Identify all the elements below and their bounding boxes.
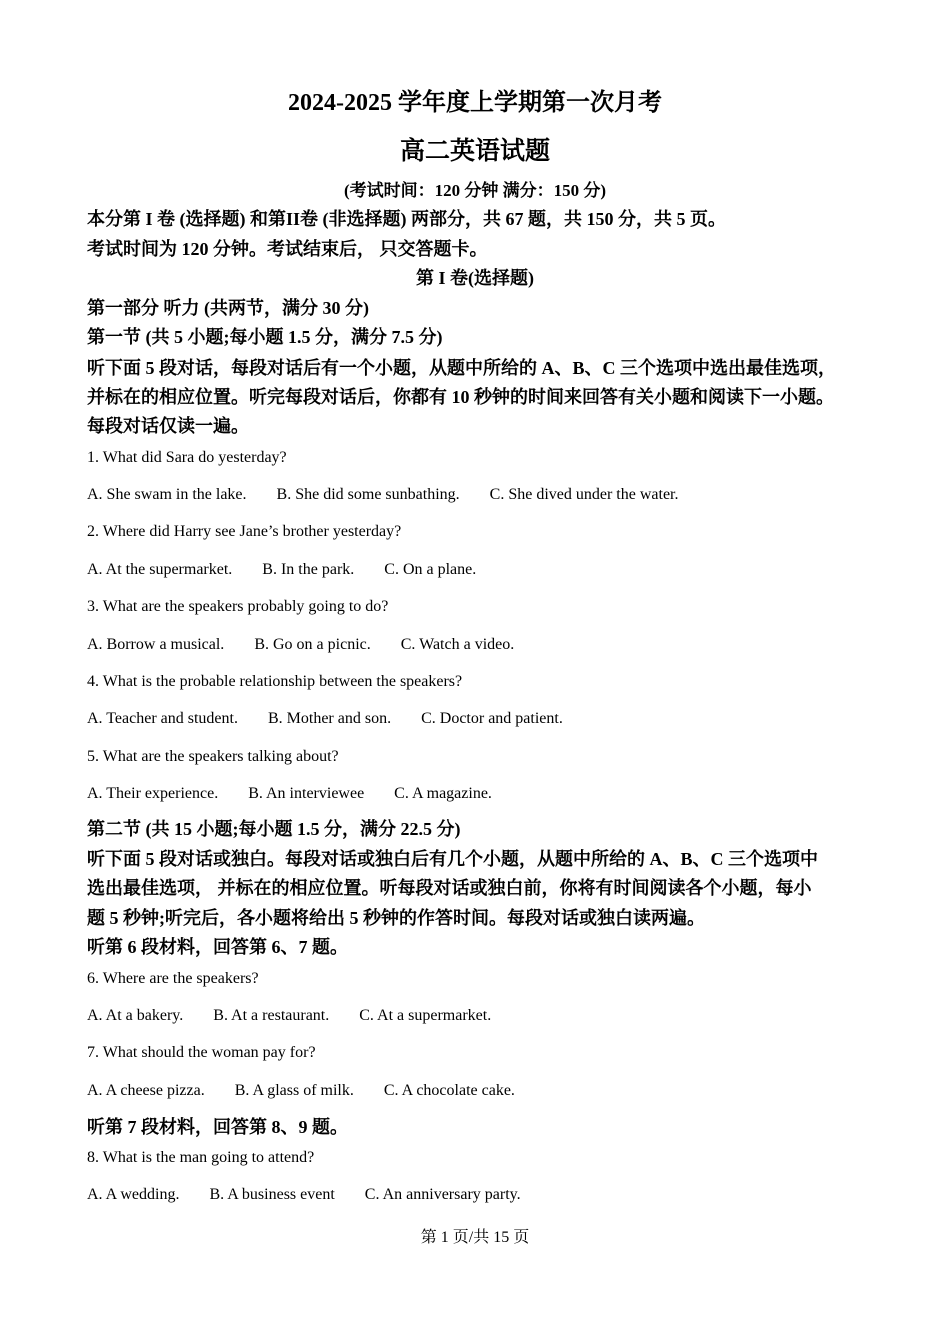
question-6-options: [87, 1007, 517, 1025]
group-6-heading: 听第 6 段材料，回答第 6、7 题。: [87, 937, 348, 957]
option-b: B. Mother and son.: [267, 710, 392, 727]
option-c: C. An anniversary party.: [364, 1186, 521, 1203]
question-2-options: [87, 561, 502, 579]
section2-instruction-3: 题 5 秒钟;听完后，各小题将给出 5 秒钟的作答时间。每段对话或独白读两遍。: [87, 908, 705, 928]
option-c: C. A chocolate cake.: [383, 1082, 515, 1099]
option-a: A. Teacher and student.: [87, 710, 238, 727]
exam-info: (考试时间：120 分钟 满分：150 分): [343, 181, 607, 200]
question-8: 8. What is the man going to attend?: [87, 1149, 315, 1166]
option-c: C. Watch a video.: [400, 636, 515, 653]
option-a: A. Their experience.: [87, 785, 219, 802]
exam-title: 2024-2025 学年度上学期第一次月考: [288, 90, 662, 116]
option-a: A. A cheese pizza.: [87, 1082, 205, 1099]
option-c: C. Doctor and patient.: [421, 710, 563, 727]
question-5-options: [87, 785, 518, 803]
option-b: B. An interviewee: [248, 785, 365, 802]
group-7-heading: 听第 7 段材料，回答第 8、9 题。: [87, 1117, 348, 1137]
section1-instruction-3: 每段对话仅读一遍。: [87, 416, 249, 436]
question-1: 1. What did Sara do yesterday?: [87, 449, 287, 466]
section1-title: 第一节 (共 5 小题;每小题 1.5 分，满分 7.5 分): [87, 327, 443, 347]
option-c: C. On a plane.: [384, 561, 477, 578]
option-a: A. At the supermarket.: [87, 561, 233, 578]
section2-instruction-2: 选出最佳选项， 并标在的相应位置。听每段对话或独白前，你将有时间阅读各个小题，每小: [87, 878, 812, 898]
volume-title: 第 I 卷(选择题): [416, 268, 534, 288]
exam-subtitle: 高二英语试题: [399, 138, 550, 165]
question-7-options: [87, 1082, 541, 1100]
page-footer: 第 1 页/共 15 页: [420, 1229, 530, 1246]
option-b: B. Go on a picnic.: [254, 636, 371, 653]
option-a: A. At a bakery.: [87, 1007, 184, 1024]
option-a: A. She swam in the lake.: [87, 486, 247, 503]
part1-title: 第一部分 听力 (共两节，满分 30 分): [87, 298, 369, 318]
question-4: 4. What is the probable relationship between the speakers?: [87, 673, 463, 690]
section1-instruction-2: 并标在的相应位置。听完每段对话后，你都有 10 秒钟的时间来回答有关小题和阅读下一小题。: [87, 387, 834, 407]
option-b: B. She did some sunbathing.: [276, 486, 460, 503]
question-8-options: [87, 1186, 547, 1204]
section1-instruction-1: 听下面 5 段对话，每段对话后有一个小题，从题中所给的 A、B、C 三个选项中选出最佳选项，: [87, 358, 836, 378]
option-c: C. She dived under the water.: [489, 486, 679, 503]
section2-title: 第二节 (共 15 小题;每小题 1.5 分，满分 22.5 分): [87, 819, 461, 839]
section2-instruction-1: 听下面 5 段对话或独白。每段对话或独白后有几个小题，从题中所给的 A、B、C 三个选项中: [87, 849, 818, 869]
question-1-options: [87, 486, 704, 504]
option-b: B. At a restaurant.: [213, 1007, 330, 1024]
option-c: C. At a supermarket.: [359, 1007, 492, 1024]
question-7: 7. What should the woman pay for?: [87, 1044, 316, 1061]
option-c: C. A magazine.: [394, 785, 492, 802]
option-a: A. Borrow a musical.: [87, 636, 225, 653]
intro-line-1: 本分第 I 卷 (选择题) 和第II卷 (非选择题) 两部分，共 67 题，共 150 分，共 5 页。: [87, 209, 726, 229]
question-2: 2. Where did Harry see Jane’s brother yesterday?: [87, 523, 402, 540]
question-3-options: [87, 636, 540, 654]
option-a: A. A wedding.: [87, 1186, 180, 1203]
question-5: 5. What are the speakers talking about?: [87, 748, 339, 765]
option-b: B. A glass of milk.: [234, 1082, 354, 1099]
option-b: B. A business event: [209, 1186, 335, 1203]
question-4-options: [87, 710, 589, 728]
question-3: 3. What are the speakers probably going to do?: [87, 598, 389, 615]
question-6: 6. Where are the speakers?: [87, 970, 259, 987]
intro-line-2: 考试时间为 120 分钟。考试结束后， 只交答题卡。: [87, 239, 488, 259]
option-b: B. In the park.: [262, 561, 355, 578]
